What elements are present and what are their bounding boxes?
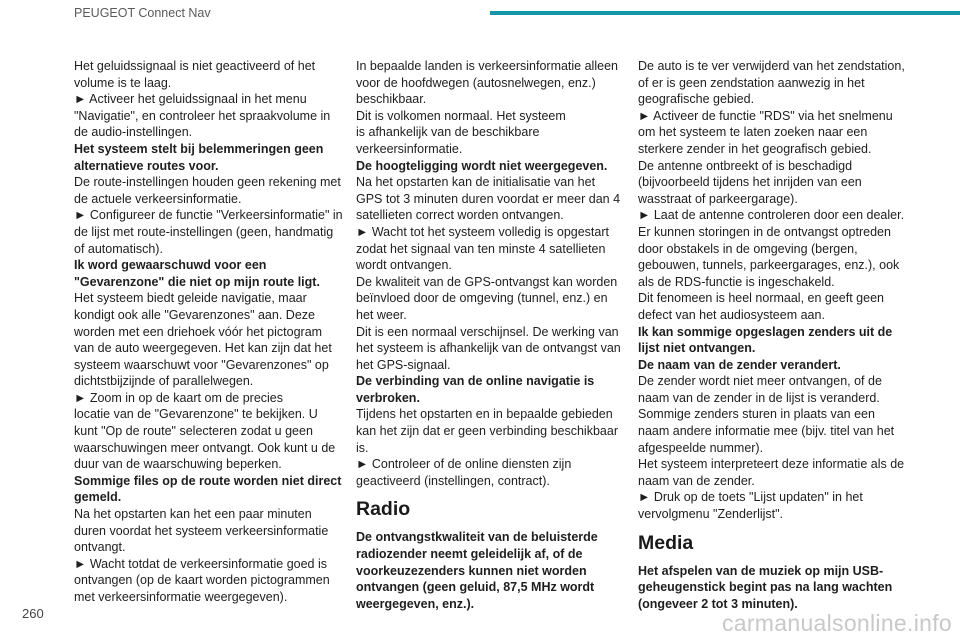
text-line: beïnvloed door de omgeving (tunnel, enz.) en: [356, 291, 608, 306]
text-line: ► Laat de antenne controleren door een dealer.: [638, 208, 905, 223]
bold-text-line: alternatieve routes voor.: [74, 158, 219, 173]
text-line: of er is geen zendstation aanwezig in het: [638, 75, 865, 90]
text-line: met verkeersinformatie weergegeven).: [74, 590, 288, 604]
text-line: "Navigatie", en controleer het spraakvolume in: [74, 108, 331, 123]
section-title: Media: [638, 531, 694, 554]
text-line: het systeem is afhankelijk van de ontvangst van: [356, 341, 621, 356]
text-line: naam andere informatie mee (bijv. titel van het: [638, 424, 895, 439]
text-line: de actuele verkeersinformatie.: [74, 191, 242, 206]
text-line: de audio-instellingen.: [74, 125, 193, 140]
bold-text-line: radiozender neemt geleidelijk af, of de: [356, 547, 583, 562]
text-line: voor de hoofdwegen (autosnelwegen, enz.): [356, 75, 596, 90]
text-line: dichtstbijzijnde of parallelwegen.: [74, 374, 254, 389]
bold-text-line: De ontvangstkwaliteit van de beluisterde: [356, 530, 598, 545]
text-line: waarschuwingen meer ontvangt. Ook kunt u de: [74, 440, 336, 455]
text-line: worden met een driehoek vóór het pictogram: [74, 324, 323, 339]
section-title: Radio: [356, 498, 411, 521]
watermark-text: carmanualsonline.info: [721, 610, 952, 636]
bold-text-line: Ik word gewaarschuwd voor een: [74, 258, 267, 273]
text-line: geografische gebied.: [638, 92, 755, 107]
text-line: locatie van de "Gevarenzone" te bekijken. U: [74, 407, 318, 422]
text-line: zodat het signaal van ten minste 4 satellieten: [356, 241, 606, 256]
text-line: naam van de zender.: [638, 473, 755, 488]
text-line: Het systeem interpreteert deze informatie als de: [638, 457, 905, 472]
text-line: ► Controleer of de online diensten zijn: [356, 457, 572, 472]
bold-text-line: lijst niet ontvangen.: [638, 341, 756, 356]
text-line: Het geluidssignaal is niet geactiveerd of het: [74, 59, 316, 73]
text-line: systeem waarschuwt voor "Gevarenzones" op: [74, 357, 329, 372]
text-line: volume is te laag.: [74, 75, 172, 90]
text-line: ► Wacht totdat de verkeersinformatie goed is: [74, 556, 327, 571]
text-line: ► Configureer de functie "Verkeersinformatie" in: [74, 208, 343, 223]
text-line: afgespeelde nummer).: [638, 440, 764, 455]
text-line: defect van het audiosysteem aan.: [638, 307, 825, 322]
text-column-2: [356, 58, 621, 612]
text-line: ► Druk op de toets "Lijst updaten" in het: [638, 490, 863, 505]
text-line: De route-instellingen houden geen rekening met: [74, 175, 341, 190]
text-column-3: [638, 58, 904, 612]
bold-text-line: voorkeuzezenders kunnen niet worden: [356, 563, 587, 578]
text-line: Het systeem biedt geleide navigatie, maar: [74, 291, 307, 306]
text-line: kondigt ook alle "Gevarenzones" aan. Deze: [74, 307, 315, 322]
text-line: verkeersinformatie.: [356, 141, 463, 156]
bold-text-line: "Gevarenzone" die niet op mijn route ligt.: [74, 274, 320, 289]
text-column-1: [74, 58, 346, 606]
text-line: vervolgmenu "Zenderlijst".: [638, 507, 784, 522]
bold-text-line: Sommige files op de route worden niet direct: [74, 473, 342, 488]
bold-text-line: weergegeven, enz.).: [356, 596, 475, 611]
text-line: duren voordat het systeem verkeersinformatie: [74, 523, 329, 538]
text-line: GPS tot 3 minuten duren voordat er meer dan 4: [356, 191, 621, 206]
bold-text-line: Ik kan sommige opgeslagen zenders uit de: [638, 324, 893, 339]
bold-text-line: De naam van de zender verandert.: [638, 357, 841, 372]
text-line: ► Activeer de functie "RDS" via het snelmenu: [638, 108, 893, 123]
text-line: duur van de waarschuwing beperken.: [74, 457, 282, 472]
text-line: (bijvoorbeeld tijdens het inrijden van een: [638, 175, 862, 190]
text-line: De zender wordt niet meer ontvangen, of de: [638, 374, 882, 389]
text-line: of automatisch).: [74, 241, 163, 256]
text-line: De kwaliteit van de GPS-ontvangst kan worden: [356, 274, 618, 289]
running-header-title: PEUGEOT Connect Nav: [74, 6, 211, 20]
bold-text-line: gemeld.: [74, 490, 122, 505]
text-line: Dit is een normaal verschijnsel. De werking van: [356, 324, 619, 339]
text-line: om het systeem te laten zoeken naar een: [638, 125, 868, 140]
text-line: ► Activeer het geluidssignaal in het menu: [74, 92, 307, 107]
text-line: naam van de zender in de lijst is veranderd.: [638, 390, 880, 405]
bold-text-line: De verbinding van de online navigatie is: [356, 374, 595, 389]
bold-text-line: geheugenstick begint pas na lang wachten: [638, 580, 893, 595]
text-line: ontvangt.: [74, 540, 126, 555]
text-line: is afhankelijk van de beschikbare: [356, 125, 540, 140]
text-line: Dit is volkomen normaal. Het systeem: [356, 108, 566, 123]
text-line: als de RDS-functie is ingeschakeld.: [638, 274, 835, 289]
text-line: het weer.: [356, 307, 407, 322]
bold-text-line: ontvangen (geen geluid, 87,5 MHz wordt: [356, 580, 595, 595]
bold-text-line: Het systeem stelt bij belemmeringen geen: [74, 141, 324, 156]
text-line: ► Wacht tot het systeem volledig is opgestart: [356, 224, 609, 239]
text-line: Dit fenomeen is heel normaal, en geeft geen: [638, 291, 884, 306]
text-line: satellieten correct worden ontvangen.: [356, 208, 564, 223]
text-line: wasstraat of parkeergarage).: [638, 191, 798, 206]
bold-text-line: verbroken.: [356, 390, 420, 405]
header-accent-bar: [490, 11, 960, 15]
text-line: is.: [356, 440, 369, 455]
page-number: 260: [22, 606, 44, 621]
text-line: De auto is te ver verwijderd van het zendstation,: [638, 59, 905, 73]
text-line: Sommige zenders sturen in plaats van een: [638, 407, 875, 422]
text-line: van de auto weergegeven. Het kan zijn dat het: [74, 341, 332, 356]
text-line: beschikbaar.: [356, 92, 427, 107]
text-line: kunt "Op de route" selecteren zodat u geen: [74, 424, 313, 439]
text-line: ontvangen (op de kaart worden pictogrammen: [74, 573, 330, 588]
bold-text-line: Het afspelen van de muziek op mijn USB-: [638, 563, 884, 578]
text-line: Er kunnen storingen in de ontvangst optreden: [638, 224, 891, 239]
text-line: het GPS-signaal.: [356, 357, 451, 372]
text-line: De antenne ontbreekt of is beschadigd: [638, 158, 853, 173]
text-line: sterkere zender in het geografisch gebied.: [638, 141, 872, 156]
bold-text-line: (ongeveer 2 tot 3 minuten).: [638, 596, 798, 611]
text-line: gebouwen, tunnels, parkeergarages, enz.), ook: [638, 258, 900, 273]
text-line: Na het opstarten kan de initialisatie van het: [356, 175, 596, 190]
text-line: ► Zoom in op de kaart om de precies: [74, 390, 283, 405]
text-line: de lijst met route-instellingen (geen, handmatig: [74, 224, 334, 239]
text-line: wordt ontvangen.: [356, 258, 452, 273]
bold-text-line: De hoogteligging wordt niet weergegeven.: [356, 158, 608, 173]
text-line: Na het opstarten kan het een paar minuten: [74, 507, 312, 522]
text-line: door obstakels in de omgeving (bergen,: [638, 241, 858, 256]
text-line: In bepaalde landen is verkeersinformatie alleen: [356, 59, 618, 73]
text-line: Tijdens het opstarten en in bepaalde gebieden: [356, 407, 613, 422]
text-line: kan het zijn dat er geen verbinding beschikbaar: [356, 424, 618, 439]
text-line: geactiveerd (instellingen, contract).: [356, 473, 550, 488]
